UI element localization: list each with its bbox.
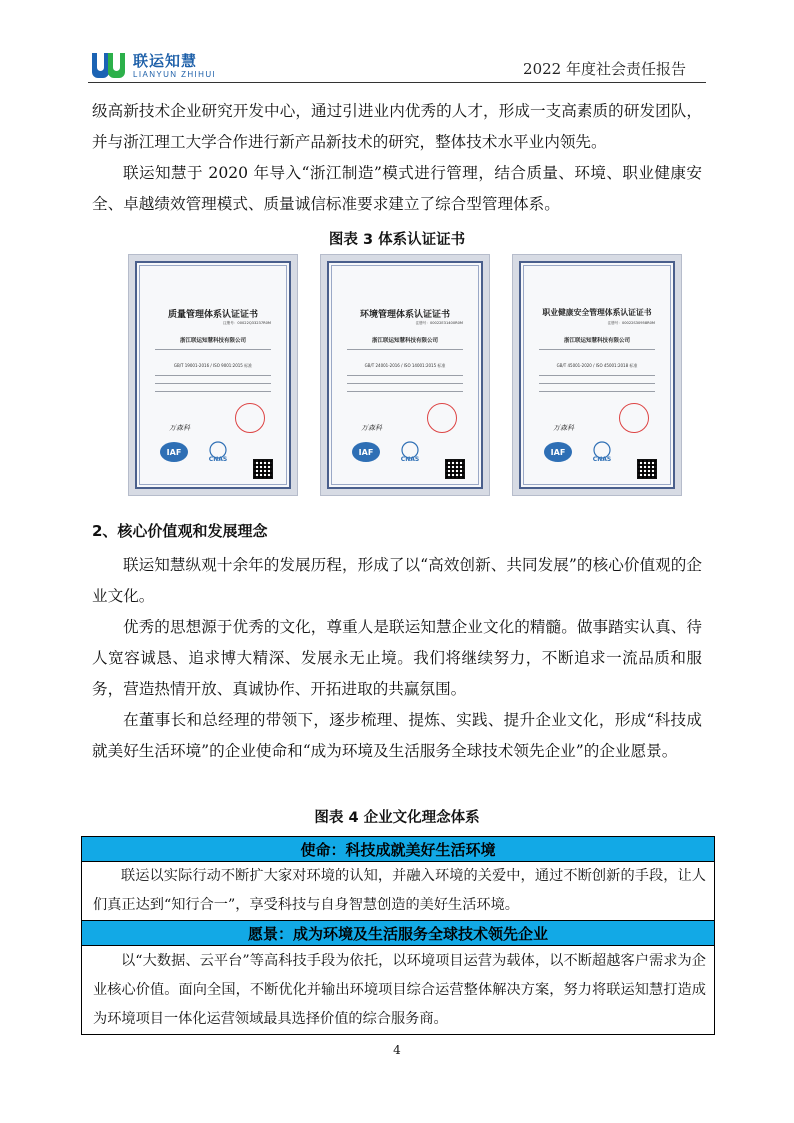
cnas-logo-icon (393, 441, 427, 463)
certificate-company: 浙江联运知慧科技有限公司 (179, 338, 246, 344)
mission-title: 使命：科技成就美好生活环境 (82, 837, 715, 862)
signature: 万森科 (553, 424, 574, 432)
page-number: 4 (393, 1043, 401, 1057)
certificate-number: 注册号：00022Q33237R0M (223, 321, 271, 325)
signature: 万森科 (361, 424, 382, 432)
red-seal-icon (619, 403, 649, 433)
certificate-quality (128, 254, 298, 496)
certificate-standard: GB/T 19001-2016 / ISO 9001:2015 标准 (173, 363, 253, 368)
red-seal-icon (235, 403, 265, 433)
red-seal-icon (427, 403, 457, 433)
certificate-company: 浙江联运知慧科技有限公司 (563, 338, 630, 344)
cnas-label: CNAS (592, 456, 612, 463)
iaf-label: IAF (550, 448, 566, 457)
certificate-title: 质量管理体系认证证书 (167, 310, 258, 320)
qr-code-icon (637, 459, 657, 479)
culture-table (81, 836, 715, 1035)
report-title: 2022 年度社会责任报告 (523, 60, 686, 78)
iaf-logo-icon (351, 441, 381, 463)
certificate-environment (320, 254, 490, 496)
iaf-label: IAF (358, 448, 374, 457)
paragraph-zhejiang-made: 联运知慧于 2020 年导入“浙江制造”模式进行管理，结合质量、环境、职业健康安全、卓越绩效管理模式、质量诚信标准要求建立了综合型管理体系。 (92, 164, 702, 213)
header-divider (88, 82, 706, 83)
vision-title: 愿景：成为环境及生活服务全球技术领先企业 (82, 921, 715, 946)
qr-code-icon (253, 459, 273, 479)
certificate-title: 环境管理体系认证证书 (359, 310, 450, 320)
iaf-logo-icon (543, 441, 573, 463)
figure-4-caption: 图表 4 企业文化理念体系 (314, 810, 480, 826)
section-2-heading: 2、核心价值观和发展理念 (92, 522, 268, 540)
paragraph-mission-vision: 在董事长和总经理的带领下，逐步梳理、提炼、实践、提升企业文化，形成“科技成就美好生活环境”的企业使命和“成为环境及生活服务全球技术领先企业”的企业愿景。 (92, 711, 702, 760)
certificate-standard: GB/T 45001-2020 / ISO 45001:2018 标准 (556, 363, 638, 368)
certificate-company: 浙江联运知慧科技有限公司 (371, 338, 438, 344)
vision-text: 以“大数据、云平台”等高科技手段为依托，以环境项目运营为载体，以不断超越客户需求为企业核心价值。面向全国，不断优化并输出环境项目综合运营整体解决方案，努力将联运知慧打造成为环境项目一体化运营领域最具选择价值的综合服务商。 (82, 946, 715, 1035)
logo-mark-icon (92, 53, 128, 79)
figure-3-caption: 图表 3 体系认证证书 (328, 232, 466, 248)
logo-chinese-name: 联运知慧 (133, 51, 198, 70)
cnas-logo-icon (201, 441, 235, 463)
iaf-logo-icon (159, 441, 189, 463)
cnas-label: CNAS (208, 456, 228, 463)
certificate-number: 注册号：00022E31400R0M (415, 321, 463, 325)
signature: 万森科 (169, 424, 190, 432)
paragraph-rd-center: 级高新技术企业研究开发中心，通过引进业内优秀的人才，形成一支高素质的研发团队，并与浙江理工大学合作进行新产品新技术的研究，整体技术水平业内领先。 (92, 102, 702, 151)
certificate-occupational-health (512, 254, 682, 496)
qr-code-icon (445, 459, 465, 479)
paragraph-culture: 优秀的思想源于优秀的文化，尊重人是联运知慧企业文化的精髓。做事踏实认真、待人宽容诚恳、追求博大精深、发展永无止境。我们将继续努力，不断追求一流品质和服务，营造热情开放、真诚协作、开拓进取的共赢氛围。 (92, 618, 702, 698)
certificate-title: 职业健康安全管理体系认证证书 (542, 308, 652, 317)
certificate-number: 注册号：00022S30958R0M (607, 321, 655, 325)
logo-english-name: LIANYUN ZHIHUI (133, 69, 217, 79)
mission-text: 联运以实际行动不断扩大家对环境的认知，并融入环境的关爱中，通过不断创新的手段，让人们真正达到“知行合一”，享受科技与自身智慧创造的美好生活环境。 (82, 862, 715, 921)
iaf-label: IAF (166, 448, 182, 457)
company-logo (92, 52, 216, 80)
cnas-label: CNAS (400, 456, 420, 463)
certificate-standard: GB/T 24001-2016 / ISO 14001:2015 标准 (364, 363, 446, 368)
paragraph-core-values: 联运知慧纵观十余年的发展历程，形成了以“高效创新、共同发展”的核心价值观的企业文化。 (92, 556, 702, 605)
cnas-logo-icon (585, 441, 619, 463)
